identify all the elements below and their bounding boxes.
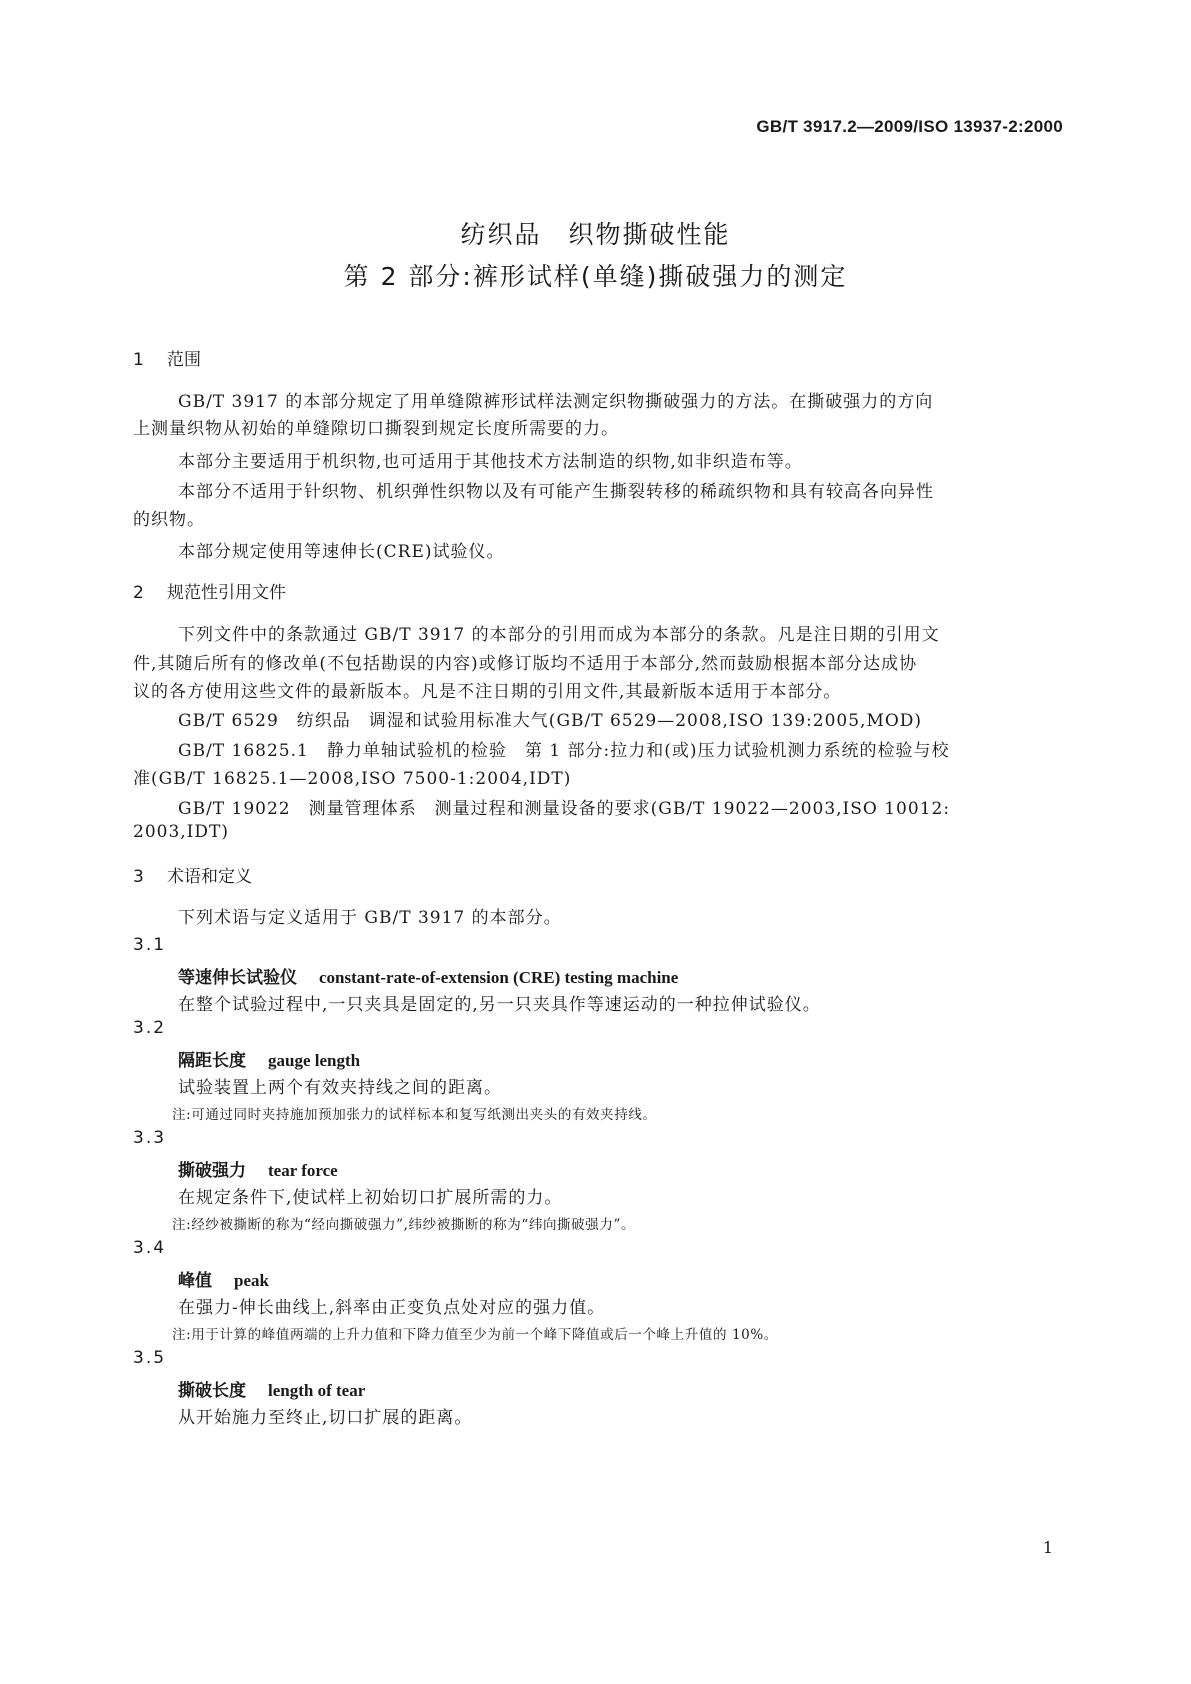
term-note: 注:用于计算的峰值两端的上升力值和下降力值至少为前一个峰下降值或后一个峰上升值的 10%。 bbox=[172, 1327, 778, 1343]
standard-number: GB/T 3917.2—2009/ISO 13937-2:2000 bbox=[756, 117, 1063, 136]
term-definition: 试验装置上两个有效夹持线之间的距离。 bbox=[178, 1078, 502, 1098]
term-note: 注:可通过同时夹持施加预加张力的试样标本和复写纸测出夹头的有效夹持线。 bbox=[172, 1107, 657, 1123]
term-entry bbox=[178, 1046, 360, 1071]
term-number: 3.2 bbox=[133, 1018, 167, 1038]
paragraph-line: 下列术语与定义适用于 GB/T 3917 的本部分。 bbox=[178, 908, 562, 928]
reference-item: GB/T 16825.1 静力单轴试验机的检验 第 1 部分:拉力和(或)压力试验机测力系统的检验与校 bbox=[178, 741, 950, 761]
reference-item: GB/T 6529 纺织品 调湿和试验用标准大气(GB/T 6529—2008,ISO 139:2005,MOD) bbox=[178, 711, 923, 731]
term-en: peak bbox=[234, 1271, 269, 1290]
paragraph-line: 本部分规定使用等速伸长(CRE)试验仪。 bbox=[178, 542, 505, 562]
paragraph-line: 本部分不适用于针织物、机织弹性织物以及有可能产生撕裂转移的稀疏织物和具有较高各向异性 bbox=[178, 482, 934, 502]
paragraph-line: GB/T 3917 的本部分规定了用单缝隙裤形试样法测定织物撕破强力的方法。在撕破强力的方向 bbox=[178, 392, 934, 412]
paragraph-line: 上测量织物从初始的单缝隙切口撕裂到规定长度所需要的力。 bbox=[133, 419, 619, 439]
term-number: 3.5 bbox=[133, 1348, 167, 1368]
term-note: 注:经纱被撕断的称为“经向撕破强力”,纬纱被撕断的称为“纬向撕破强力”。 bbox=[172, 1217, 636, 1233]
term-entry bbox=[178, 1376, 365, 1401]
paragraph-line: 的织物。 bbox=[133, 510, 205, 530]
term-zh: 撕破长度 bbox=[178, 1381, 246, 1401]
section-title: 术语和定义 bbox=[167, 867, 252, 887]
section-number: 3 bbox=[133, 867, 144, 887]
term-en: length of tear bbox=[268, 1381, 366, 1400]
section-number: 2 bbox=[133, 583, 144, 603]
section-title: 范围 bbox=[167, 350, 201, 370]
reference-item-cont: 2003,IDT) bbox=[133, 822, 229, 842]
section-heading-terms bbox=[133, 862, 252, 887]
term-definition: 在规定条件下,使试样上初始切口扩展所需的力。 bbox=[178, 1188, 563, 1208]
reference-item: GB/T 19022 测量管理体系 测量过程和测量设备的要求(GB/T 19022—2003,ISO 10012: bbox=[178, 799, 951, 819]
term-entry bbox=[178, 1266, 269, 1291]
document-title-line2: 第 2 部分:裤形试样(单缝)撕破强力的测定 bbox=[343, 262, 848, 291]
term-zh: 隔距长度 bbox=[178, 1051, 246, 1071]
section-number: 1 bbox=[133, 350, 144, 370]
term-definition: 在强力-伸长曲线上,斜率由正变负点处对应的强力值。 bbox=[178, 1298, 606, 1318]
section-heading-scope bbox=[133, 345, 201, 370]
paragraph-line: 议的各方使用这些文件的最新版本。凡是不注日期的引用文件,其最新版本适用于本部分。 bbox=[133, 682, 842, 702]
term-zh: 撕破强力 bbox=[178, 1161, 246, 1181]
term-entry bbox=[178, 1156, 338, 1181]
document-title-line1: 纺织品 织物撕破性能 bbox=[460, 220, 731, 249]
term-en: constant-rate-of-extension (CRE) testing machine bbox=[319, 968, 679, 987]
paragraph-line: 件,其随后所有的修改单(不包括勘误的内容)或修订版均不适用于本部分,然而鼓励根据本部分达成协 bbox=[133, 654, 918, 674]
paragraph-line: 下列文件中的条款通过 GB/T 3917 的本部分的引用而成为本部分的条款。凡是注日期的引用文 bbox=[178, 625, 940, 645]
term-zh: 等速伸长试验仪 bbox=[178, 968, 297, 988]
page-number: 1 bbox=[1042, 1538, 1053, 1557]
term-en: tear force bbox=[268, 1161, 338, 1180]
term-number: 3.1 bbox=[133, 935, 167, 955]
reference-item-cont: 准(GB/T 16825.1—2008,ISO 7500-1:2004,IDT) bbox=[133, 769, 572, 789]
term-number: 3.4 bbox=[133, 1238, 167, 1258]
term-entry bbox=[178, 963, 678, 988]
paragraph-line: 本部分主要适用于机织物,也可适用于其他技术方法制造的织物,如非织造布等。 bbox=[178, 452, 803, 472]
section-title: 规范性引用文件 bbox=[167, 583, 286, 603]
term-en: gauge length bbox=[268, 1051, 361, 1070]
term-definition: 从开始施力至终止,切口扩展的距离。 bbox=[178, 1408, 473, 1428]
term-number: 3.3 bbox=[133, 1128, 167, 1148]
term-definition: 在整个试验过程中,一只夹具是固定的,另一只夹具作等速运动的一种拉伸试验仪。 bbox=[178, 995, 821, 1015]
section-heading-normative-refs bbox=[133, 578, 286, 603]
term-zh: 峰值 bbox=[178, 1271, 212, 1291]
